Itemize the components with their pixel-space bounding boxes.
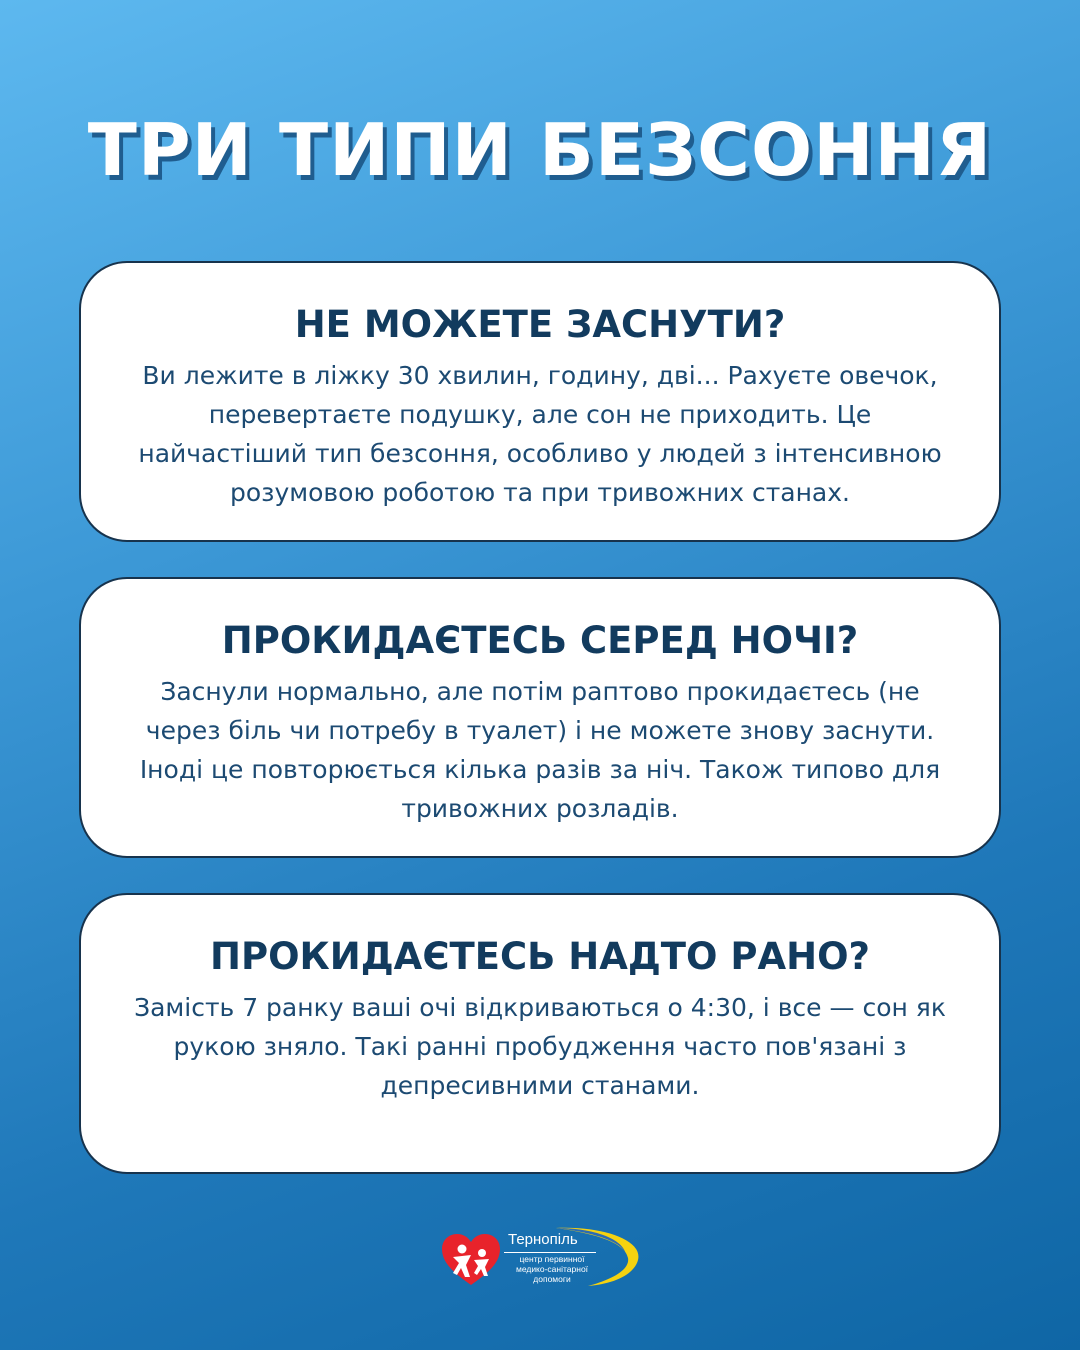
card-text-line: розумовою роботою та при тривожних станах. [230, 478, 850, 507]
card-text-line: Ви лежите в ліжку 30 хвилин, годину, дві... Рахуєте овечок, [142, 361, 938, 390]
logo-subtitle-line: медико-санітарної [515, 1264, 589, 1274]
logo-subtitle-line: допомоги [533, 1274, 571, 1284]
card-text-line: перевертаєте подушку, але сон не приходить. Це [208, 400, 872, 429]
card-text-line: тривожних розладів. [401, 794, 679, 823]
clinic-logo [440, 1225, 645, 1295]
card-text-line: через біль чи потребу в туалет) і не можете знову заснути. [145, 716, 935, 745]
logo-subtitle [504, 1254, 600, 1284]
insomnia-card-early-waking [79, 893, 1001, 1174]
card-description [121, 988, 959, 1105]
card-heading: ПРОКИДАЄТЕСЬ НАДТО РАНО? [209, 935, 870, 978]
card-text-line: рукою зняло. Такі ранні пробудження часто пов'язані з [173, 1032, 907, 1061]
logo-city-name: Тернопіль [508, 1231, 578, 1248]
card-description [121, 356, 959, 512]
insomnia-card-night-waking [79, 577, 1001, 858]
card-text-line: депресивними станами. [380, 1071, 700, 1100]
logo-divider [504, 1252, 596, 1253]
card-text-line: Замість 7 ранку ваші очі відкриваються о 4:30, і все — сон як [134, 993, 946, 1022]
card-heading: ПРОКИДАЄТЕСЬ СЕРЕД НОЧІ? [221, 619, 859, 662]
heart-icon [440, 1233, 502, 1287]
logo-subtitle-line: центр первинної [519, 1254, 585, 1264]
insomnia-card-falling-asleep [79, 261, 1001, 542]
card-description [121, 672, 959, 828]
card-text-line: Іноді це повторюється кілька разів за ніч. Також типово для [139, 755, 941, 784]
card-text-line: Заснули нормально, але потім раптово прокидаєтесь (не [160, 677, 920, 706]
card-text-line: найчастіший тип безсоння, особливо у людей з інтенсивною [138, 439, 942, 468]
page-title: ТРИ ТИПИ БЕЗСОННЯ [87, 108, 993, 192]
card-heading: НЕ МОЖЕТЕ ЗАСНУТИ? [294, 303, 786, 346]
